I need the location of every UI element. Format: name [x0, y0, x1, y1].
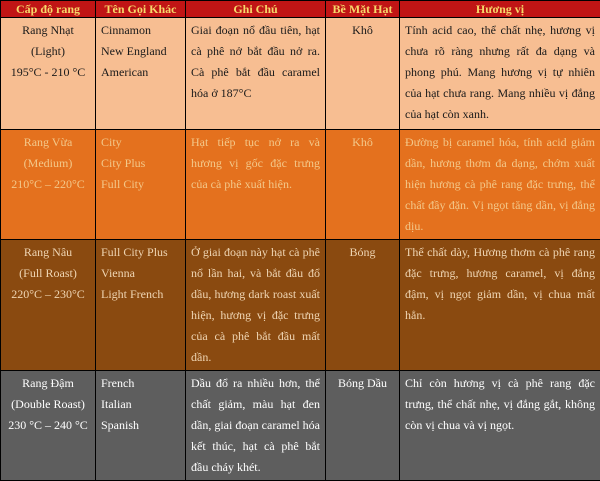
other-name: Cinnamon	[101, 20, 180, 41]
roast-level-name: Rang Đậm	[6, 373, 90, 394]
other-name: Vienna	[101, 263, 180, 284]
other-name: Full City	[101, 174, 180, 195]
header-bean-surface: Bề Mặt Hạt	[326, 1, 400, 18]
table-row	[1, 130, 600, 240]
table-row	[1, 371, 600, 481]
roast-temperature: 195°C - 210 °C	[6, 62, 90, 83]
roast-level-name: Rang Nâu	[6, 242, 90, 263]
other-name: Italian	[101, 394, 180, 415]
bean-surface-cell: Bóng Dầu	[326, 371, 400, 481]
bean-surface-cell: Bóng	[326, 240, 400, 371]
other-name: Light French	[101, 284, 180, 305]
other-name: Full City Plus	[101, 242, 180, 263]
header-roast-level: Cấp độ rang	[1, 1, 96, 18]
header-flavor: Hương vị	[400, 1, 600, 18]
other-name: New England	[101, 41, 180, 62]
flavor-cell: Đường bị caramel hóa, tính acid giảm dần, hương thơm đa dạng, chớm xuất hiện hương cà phê rang đặc trưng, thể chất đầy đặn. Vị ngọt tăng dần, vị đắng dịu.	[400, 130, 600, 240]
roast-level-english: (Full Roast)	[6, 263, 90, 284]
notes-cell: Giai đoạn nổ đầu tiên, hạt cà phê nở bắt đầu nở ra. Cà phê bắt đầu caramel hóa ở 187°C	[186, 18, 326, 130]
roast-temperature: 210°C – 220°C	[6, 174, 90, 195]
roast-temperature: 220°C – 230°C	[6, 284, 90, 305]
table-row	[1, 18, 600, 130]
roast-level-name: Rang Nhạt	[6, 20, 90, 41]
other-names-cell	[96, 240, 186, 371]
roast-level-english: (Double Roast)	[6, 394, 90, 415]
other-name: Spanish	[101, 415, 180, 436]
other-names-cell	[96, 371, 186, 481]
roast-level-cell	[1, 371, 96, 481]
roast-level-english: (Medium)	[6, 153, 90, 174]
header-row	[1, 1, 600, 18]
flavor-cell: Tính acid cao, thể chất nhẹ, hương vị chưa rõ ràng nhưng rất đa dạng và phong phú. Mang hương vị tự nhiên của hạt chưa rang. Mang nhiều vị đắng của hạt còn xanh.	[400, 18, 600, 130]
bean-surface-cell: Khô	[326, 130, 400, 240]
notes-cell: Dầu đổ ra nhiều hơn, thể chất giảm, màu hạt đen dần, giai đoạn caramel hóa kết thúc, hạt cà phê bắt đầu cháy khét.	[186, 371, 326, 481]
table-row	[1, 240, 600, 371]
roast-level-cell	[1, 18, 96, 130]
other-name: City	[101, 132, 180, 153]
other-name: American	[101, 62, 180, 83]
other-name: City Plus	[101, 153, 180, 174]
header-notes: Ghi Chú	[186, 1, 326, 18]
flavor-cell: Thể chất dày, Hương thơm cà phê rang đặc trưng, hương caramel, vị đắng đậm, vị ngọt giảm dần, vị chua mất hẳn.	[400, 240, 600, 371]
other-names-cell	[96, 18, 186, 130]
roast-level-cell	[1, 130, 96, 240]
roast-level-cell	[1, 240, 96, 371]
header-other-names: Tên Gọi Khác	[96, 1, 186, 18]
flavor-cell: Chỉ còn hương vị cà phê rang đặc trưng, thể chất nhẹ, vị đắng gắt, không còn vị chua và vị ngọt.	[400, 371, 600, 481]
roast-level-english: (Light)	[6, 41, 90, 62]
other-names-cell	[96, 130, 186, 240]
bean-surface-cell: Khô	[326, 18, 400, 130]
roast-level-name: Rang Vừa	[6, 132, 90, 153]
other-name: French	[101, 373, 180, 394]
notes-cell: Hạt tiếp tục nở ra và hương vị gốc đặc trưng của cà phê xuất hiện.	[186, 130, 326, 240]
notes-cell: Ở giai đoạn này hạt cà phê nổ lần hai, và bắt đầu đổ dầu, hương dark roast xuất hiện, hương vị đặc trưng của cà phê bắt đầu mất dần.	[186, 240, 326, 371]
roast-temperature: 230 °C – 240 °C	[6, 415, 90, 436]
